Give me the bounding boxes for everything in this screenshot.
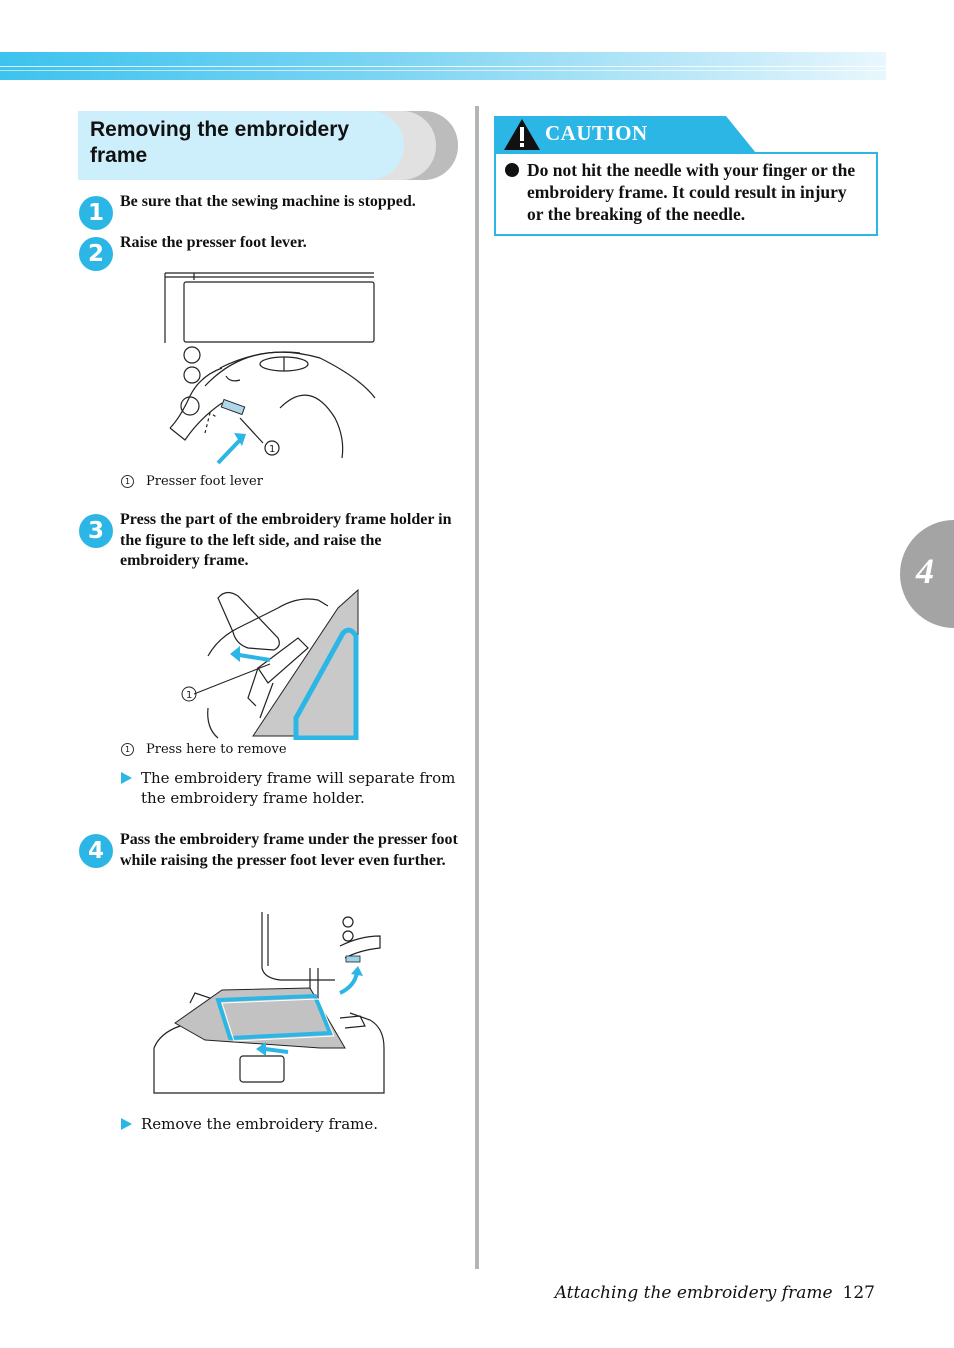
chapter-tab <box>900 520 954 628</box>
result-text: Remove the embroidery frame. <box>141 1115 379 1133</box>
step-number: 4 <box>79 834 113 868</box>
page-number: 127 <box>842 1283 875 1303</box>
callout-number: 1 <box>269 444 276 455</box>
frame-under-presser-foot-illustration <box>150 908 390 1100</box>
footer-section: Attaching the embroidery frame <box>554 1283 833 1303</box>
frame-holder-illustration <box>178 588 362 740</box>
caption-text: Presser foot lever <box>146 474 263 489</box>
caution-text: Do not hit the needle with your finger or the embroidery frame. It could result in injury or the breaking of the needle. <box>527 160 856 224</box>
column-divider <box>475 106 479 1269</box>
result-arrow-icon <box>121 772 132 784</box>
figure-caption-2 <box>121 742 287 757</box>
bullet-icon <box>505 163 519 177</box>
chapter-number: 4 <box>916 551 934 591</box>
step-number: 3 <box>79 514 113 548</box>
page-footer <box>530 1283 875 1303</box>
warning-triangle-icon <box>503 118 541 151</box>
section-heading <box>78 111 458 180</box>
caution-label: CAUTION <box>545 121 648 145</box>
caution-header <box>494 116 758 153</box>
presser-foot-lever-illustration <box>160 268 380 468</box>
step-text: Press the part of the embroidery frame holder in the figure to the left side, and raise the embroidery frame. <box>120 511 452 569</box>
caution-box <box>494 152 878 236</box>
step-text: Be sure that the sewing machine is stopped. <box>120 193 416 210</box>
step-text: Pass the embroidery frame under the presser foot while raising the presser foot lever even further. <box>120 831 458 869</box>
header-band <box>0 52 886 80</box>
result-text: The embroidery frame will separate from the embroidery frame holder. <box>141 769 456 807</box>
result-arrow-icon <box>121 1118 132 1130</box>
result-1 <box>121 768 466 808</box>
callout-marker: 1 <box>121 475 134 488</box>
step-number: 2 <box>79 237 113 271</box>
callout-marker: 1 <box>121 743 134 756</box>
section-title: Removing the embroidery frame <box>90 118 350 167</box>
caption-text: Press here to remove <box>146 742 287 757</box>
callout-number: 1 <box>186 690 193 701</box>
step-number: 1 <box>79 196 113 230</box>
figure-caption-1 <box>121 474 263 489</box>
result-2 <box>121 1114 466 1134</box>
step-text: Raise the presser foot lever. <box>120 234 307 251</box>
